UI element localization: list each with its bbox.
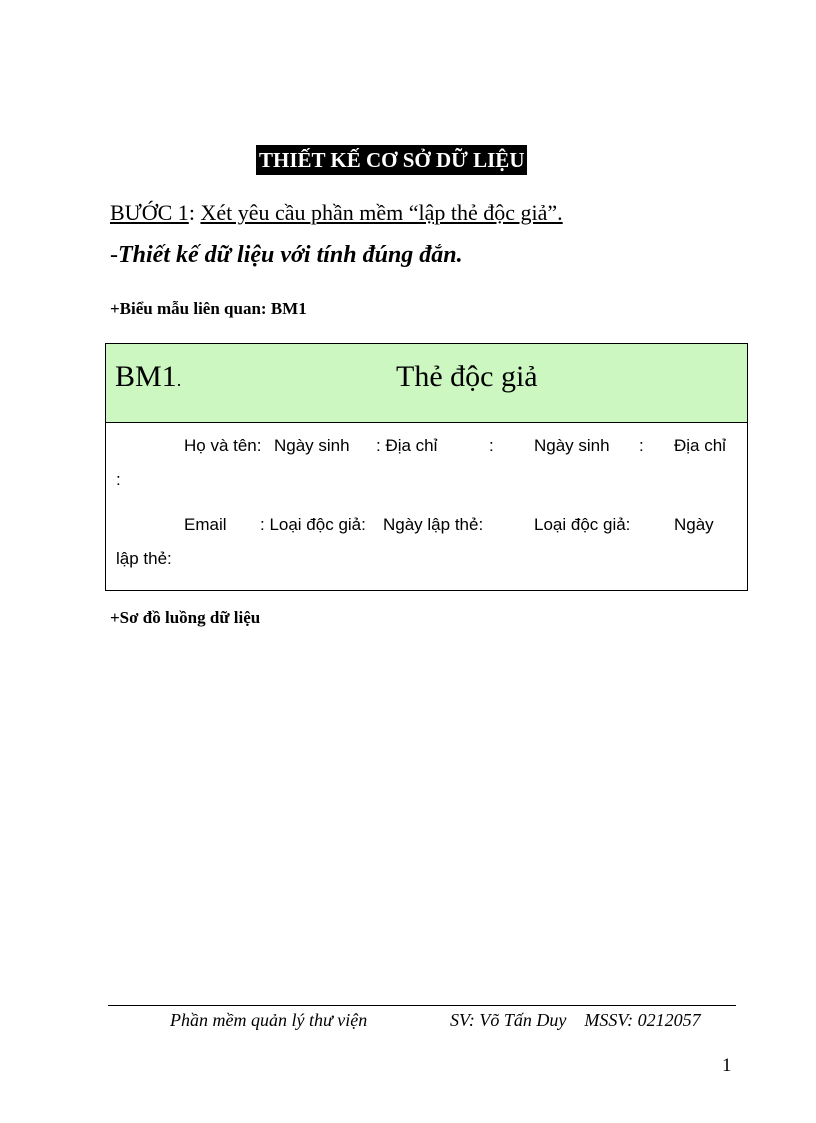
step-text: Xét yêu cầu phần mềm “lập thẻ độc giả”. [200,200,563,225]
field-reader-type-label-2: Loại độc giả: [534,515,631,534]
field-address-colon: : [489,436,494,455]
step-heading [110,200,563,226]
field-card-date-label: Ngày lập thẻ: [383,515,484,534]
form-title: Thẻ độc giả [396,360,538,393]
related-form-label: +Biểu mẫu liên quan: BM1 [110,299,307,318]
form-table [105,343,748,591]
form-header [106,344,747,423]
subheading-text: Thiết kế dữ liệu với tính đúng đắn. [118,242,463,268]
field-birth-colon-2: : [639,436,644,455]
form-code-text: BM1 [115,360,177,393]
footer-software-name: Phần mềm quản lý thư viện [170,1010,368,1030]
field-name-label: Họ và tên: [184,436,262,455]
step-label: BƯỚC 1 [110,200,189,225]
step-separator: : [188,200,201,225]
field-card-date-label-2b: lập thẻ: [116,549,172,568]
footer-student-info [450,1010,701,1031]
form-code-dot: . [176,370,182,390]
footer-student-id: MSSV: 0212057 [584,1010,701,1030]
field-reader-type-label: : Loại độc giả: [260,515,366,534]
form-code [115,360,181,394]
field-card-date-label-2a: Ngày [674,515,714,534]
field-birth-label: Ngày sinh [274,436,350,455]
footer-divider [108,1005,736,1006]
field-address-label-2: Địa chỉ [674,436,726,455]
field-address-trailing-colon: : [116,470,121,489]
page-number: 1 [722,1055,732,1076]
page-title: THIẾT KẾ CƠ SỞ DỮ LIỆU [256,145,527,175]
field-address-label: : Địa chỉ [376,436,438,455]
field-birth-label-2: Ngày sinh [534,436,610,455]
subheading [110,242,463,269]
data-flow-label: +Sơ đồ luồng dữ liệu [110,608,261,627]
field-email-label: Email [184,515,227,534]
footer-student-name: SV: Võ Tấn Duy [450,1010,567,1030]
subheading-dash: - [110,242,118,268]
